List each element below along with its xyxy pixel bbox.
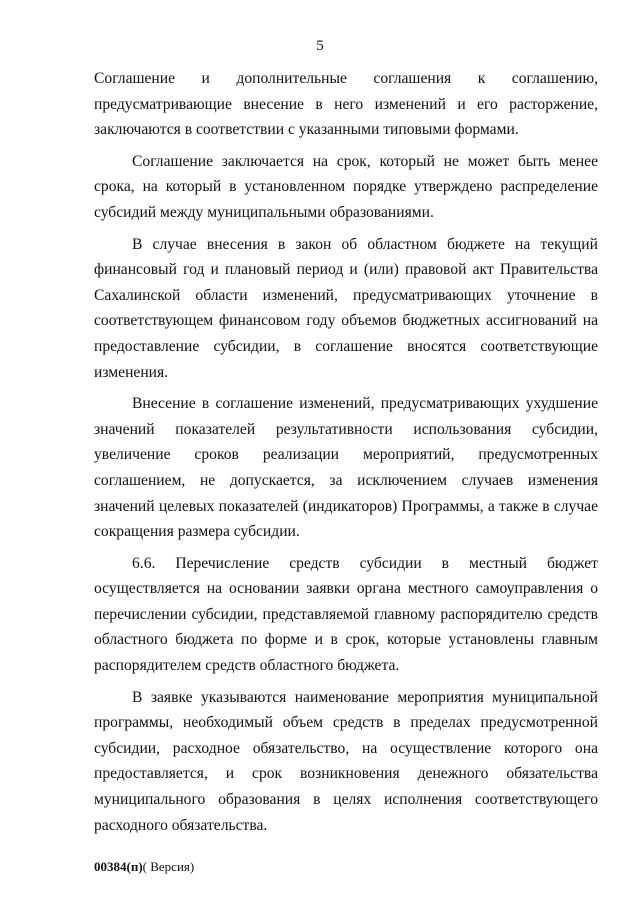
document-body [94, 66, 598, 838]
paragraph-2: Соглашение заключается на срок, который не может быть менее срока, на который в установленном порядке утверждено распределение субсидий между муниципальными образованиями. [94, 152, 598, 221]
paragraph-4: Внесение в соглашение изменений, предусматривающих ухудшение значений показателей результативности использования субсидии, увеличение сроков реализации мероприятий, предусмотренных соглашением, не допускается, за исключением случаев изменения значений целевых показателей (индикаторов) Программы, а также в случае сокращения размера субсидии. [94, 395, 598, 541]
paragraph-5: 6.6. Перечисление средств субсидии в местный бюджет осуществляется на основании заявки органа местного самоуправления о перечислении субсидии, представляемой главному распорядителю средств областного бюджета по форме и в срок, которые установлены главным распорядителем средств областного бюджета. [94, 554, 598, 675]
document-code: 00384(п) [94, 859, 143, 874]
document-version: ( Версия) [142, 859, 195, 874]
page-number: 5 [316, 38, 324, 54]
paragraph-3: В случае внесения в закон об областном бюджете на текущий финансовый год и плановый период и (или) правовой акт Правительства Сахалинской области изменений, предусматривающих уточнение в соответствующем финансовом году объемов бюджетных ассигнований на предоставление субсидии, в соглашение вносятся соответствующие изменения. [94, 235, 598, 381]
paragraph-1: Соглашение и дополнительные соглашения к соглашению, предусматривающие внесение в него изменений и его расторжение, заключаются в соответствии с указанными типовыми формами. [94, 70, 598, 139]
paragraph-6: В заявке указываются наименование мероприятия муниципальной программы, необходимый объем средств в пределах предусмотренной субсидии, расходное обязательство, на осуществление которого она предоставляется, и срок возникновения денежного обязательства муниципального образования в целях исполнения соответствующего расходного обязательства. [94, 688, 598, 834]
document-footer [94, 859, 194, 875]
